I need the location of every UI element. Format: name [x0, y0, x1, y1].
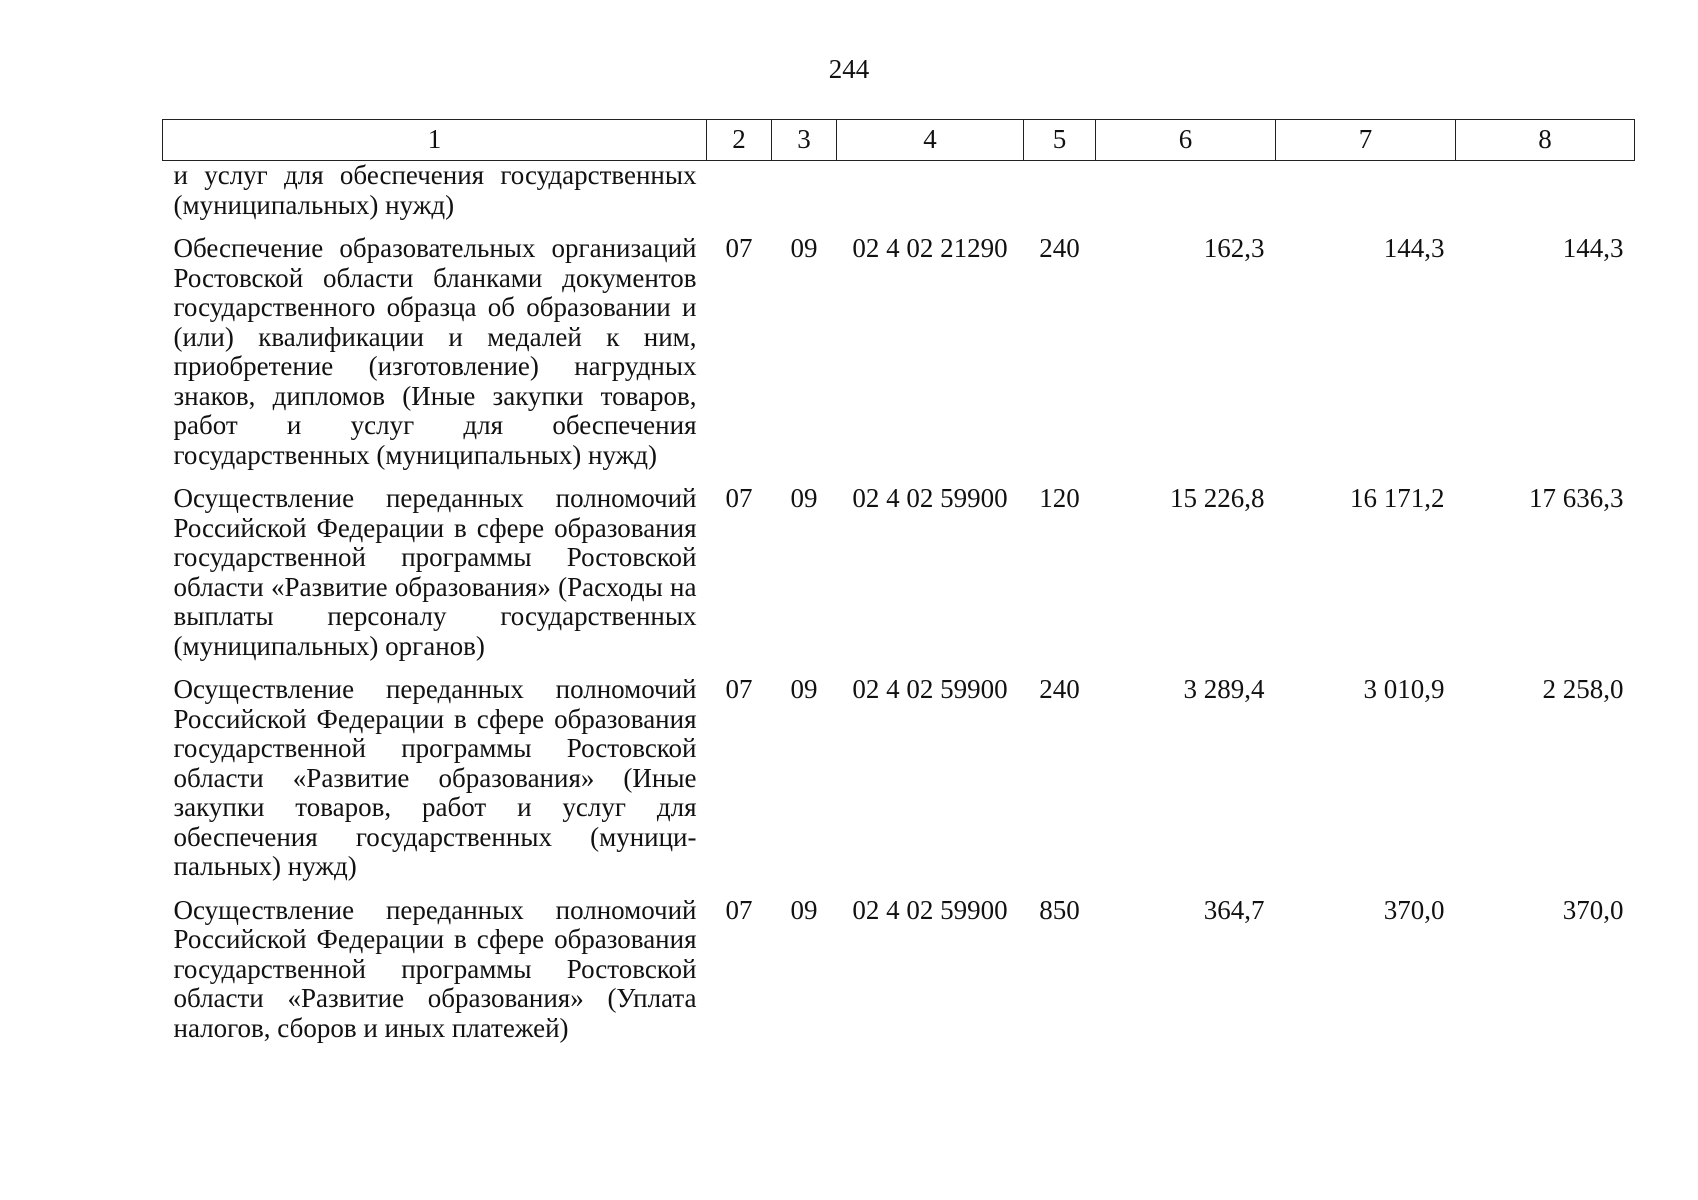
- row-empty-cell: [837, 161, 1024, 226]
- row-amount-col6: 15 226,8: [1170, 483, 1265, 513]
- row-empty-cell: [1024, 161, 1096, 226]
- row-amount-col6: 364,7: [1203, 894, 1265, 925]
- row-target-article: 02 4 02 21290: [852, 233, 1008, 263]
- row-amount-col7: 16 171,2: [1350, 483, 1445, 513]
- row-target-article: 02 4 02 59900: [852, 674, 1008, 704]
- column-header-6: 6: [1096, 120, 1276, 161]
- row-amount-col8: 144,3: [1562, 233, 1624, 263]
- row-empty-cell: [1276, 161, 1456, 226]
- column-header-4: 4: [837, 120, 1024, 161]
- row-expense-type: 240: [1039, 674, 1080, 704]
- column-header-7: 7: [1276, 120, 1456, 161]
- row-amount-col7: 3 010,9: [1363, 674, 1445, 704]
- row-amount-col6: 162,3: [1203, 233, 1265, 263]
- row-section: 07: [725, 894, 753, 925]
- row-section: 07: [725, 674, 753, 704]
- row-expense-type: 240: [1039, 233, 1080, 263]
- column-header-2: 2: [707, 120, 772, 161]
- row-amount-col7: 144,3: [1383, 233, 1445, 263]
- table-row: [163, 225, 1635, 475]
- row-description: Осуществление переданных полномочий Российской Федерации в сфере образования государственной программы Ростовской области «Развитие образования» (Уплата налогов, сборов и иных платежей): [173, 894, 697, 1043]
- row-amount-col6: 3 289,4: [1183, 674, 1265, 704]
- row-expense-type: 120: [1039, 483, 1080, 513]
- row-subsection: 09: [790, 674, 818, 704]
- column-header-5: 5: [1024, 120, 1096, 161]
- row-subsection: 09: [790, 483, 818, 513]
- budget-table: [162, 119, 1635, 1048]
- row-expense-type: 850: [1039, 894, 1080, 925]
- row-empty-cell: [1456, 161, 1635, 226]
- table-row: [163, 475, 1635, 666]
- row-amount-col8: 17 636,3: [1529, 483, 1624, 513]
- table-row-continuation: [163, 161, 1635, 226]
- column-header-8: 8: [1456, 120, 1635, 161]
- row-target-article: 02 4 02 59900: [852, 483, 1008, 513]
- row-description: и услуг для обеспечения государственных (муниципальных) нужд): [173, 160, 697, 220]
- row-subsection: 09: [790, 233, 818, 263]
- row-amount-col8: 370,0: [1562, 894, 1624, 925]
- table-header-row: [163, 120, 1635, 161]
- column-header-1: 1: [163, 120, 707, 161]
- row-description: Осуществление переданных полномочий Российской Федерации в сфере образования государственной программы Ростовской области «Развитие образования» (Иные закупки товаров, работ и услуг для обеспечения государственных (муниципальных) нужд): [173, 674, 697, 881]
- row-section: 07: [725, 233, 753, 263]
- row-empty-cell: [707, 161, 772, 226]
- page-number: 244: [828, 54, 870, 84]
- row-section: 07: [725, 483, 753, 513]
- row-amount-col7: 370,0: [1383, 894, 1445, 925]
- row-empty-cell: [772, 161, 837, 226]
- row-subsection: 09: [790, 894, 818, 925]
- table-row: [163, 666, 1635, 887]
- row-empty-cell: [1096, 161, 1276, 226]
- row-description: Осуществление переданных полномочий Российской Федерации в сфере образования государственной программы Ростовской области «Развитие образования» (Расходы на выплаты персоналу государственных (муниципальных) органов): [173, 483, 697, 661]
- table-row: [163, 887, 1635, 1049]
- row-amount-col8: 2 258,0: [1542, 674, 1624, 704]
- row-description: Обеспечение образовательных организаций Ростовской области бланками документов государственного образца об образовании и (или) квалификации и медалей к ним, приобретение (изготовление) нагрудных знаков, дипломов (Иные закупки товаров, работ и услуг для обеспечения государственных (муниципальных) нужд): [173, 233, 697, 470]
- row-target-article: 02 4 02 59900: [852, 894, 1008, 925]
- column-header-3: 3: [772, 120, 837, 161]
